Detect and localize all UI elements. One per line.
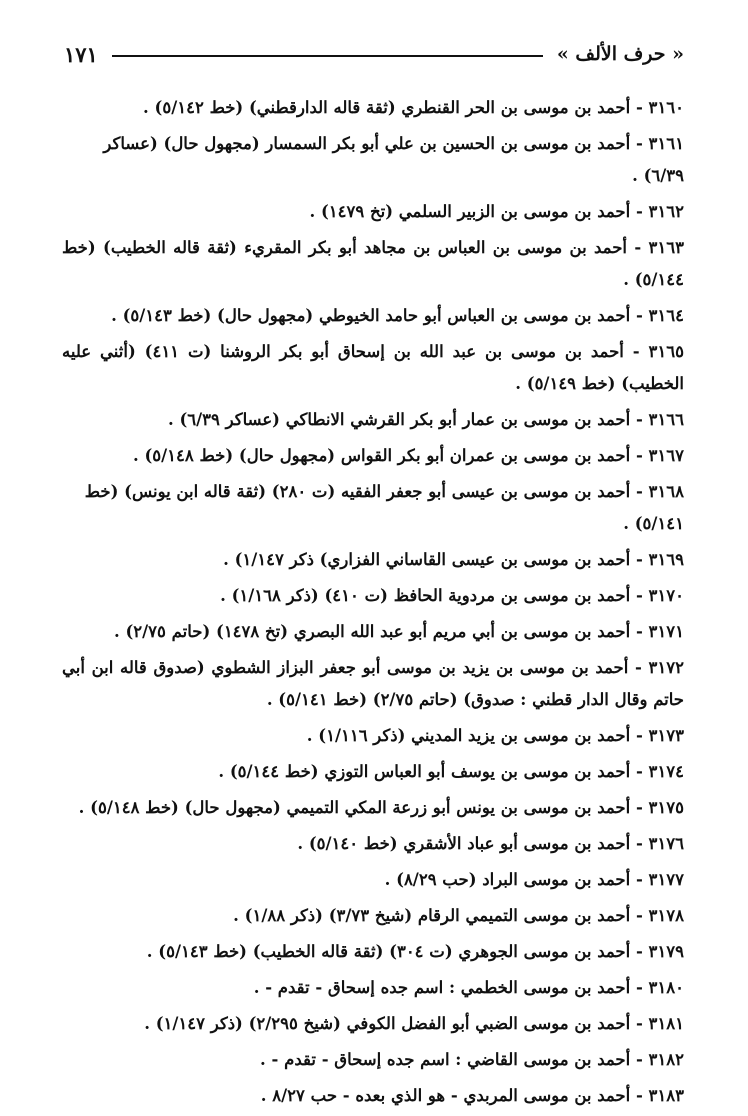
entry-text: أحمد بن موسى بن مردوية الحافظ (ت ٤١٠) (ذكر ١/١٦٨) .: [220, 586, 631, 605]
entry-text: أحمد بن موسى أبو عباد الأشقري (خط ٥/١٤٠) .: [297, 834, 631, 853]
entry-number: ٣١٧٤: [648, 762, 684, 781]
entry-3177: ٣١٧٧ - أحمد بن موسى البراد (حب ٨/٢٩) .: [384, 870, 684, 889]
entry-number: ٣١٦٦: [648, 410, 684, 429]
entry-text: أحمد بن موسى بن عيسى أبو جعفر الفقيه (ت ٢٨٠) (ثقة قاله ابن يونس) (خط ٥/١٤١) .: [84, 482, 684, 533]
entry-text: أحمد بن موسى بن يونس أبو زرعة المكي التميمي (مجهول حال) (خط ٥/١٤٨) .: [78, 798, 631, 817]
entry-number: ٣١٦٠: [648, 98, 684, 117]
entry-3170: ٣١٧٠ - أحمد بن موسى بن مردوية الحافظ (ت ٤١٠) (ذكر ١/١٦٨) .: [220, 586, 684, 605]
entry-number: ٣١٧٩: [648, 942, 684, 961]
entry-number: ٣١٦٩: [648, 550, 684, 569]
entry-text: أحمد بن موسى بن الزبير السلمي (تخ ١٤٧٩) .: [309, 202, 631, 221]
entry-3165: ٣١٦٥ - أحمد بن موسى بن عبد الله بن إسحاق أبو بكر الروشنا (ت ٤١١) (أثني عليه الخطيب) (خط ٥/١٤٩) .: [62, 342, 684, 393]
entry-text: أحمد بن موسى البراد (حب ٨/٢٩) .: [384, 870, 631, 889]
entry-text: أحمد بن موسى المربدي - هو الذي بعده - حب ٨/٢٧ .: [260, 1086, 631, 1105]
entry-3162: ٣١٦٢ - أحمد بن موسى بن الزبير السلمي (تخ ١٤٧٩) .: [309, 202, 684, 221]
entry-3163: ٣١٦٣ - أحمد بن موسى بن العباس بن مجاهد أبو بكر المقريء (ثقة قاله الخطيب) (خط ٥/١٤٤) .: [62, 238, 684, 289]
page-header: [64, 36, 684, 72]
entry-number: ٣١٧٨: [648, 906, 684, 925]
entry-3169: ٣١٦٩ - أحمد بن موسى بن عيسى القاساني الفزاري) ذكر ١/١٤٧) .: [223, 550, 684, 569]
entry-number: ٣١٦٥: [648, 342, 684, 361]
entry-3167: ٣١٦٧ - أحمد بن موسى بن عمران أبو بكر القواس (مجهول حال) (خط ٥/١٤٨) .: [132, 446, 684, 465]
entry-text: أحمد بن موسى بن عبد الله بن إسحاق أبو بكر الروشنا (ت ٤١١) (أثني عليه الخطيب) (خط ٥/١٤٩) .: [62, 342, 684, 393]
entry-3173: ٣١٧٣ - أحمد بن موسى بن يزيد المديني (ذكر ١/١١٦) .: [306, 726, 684, 745]
entry-3161: ٣١٦١ - أحمد بن موسى بن الحسين بن علي أبو بكر السمسار (مجهول حال) (عساكر ٦/٣٩) .: [103, 134, 684, 185]
entry-3168: ٣١٦٨ - أحمد بن موسى بن عيسى أبو جعفر الفقيه (ت ٢٨٠) (ثقة قاله ابن يونس) (خط ٥/١٤١) .: [84, 482, 684, 533]
entry-number: ٣١٦١: [648, 134, 684, 153]
entry-list: [62, 92, 684, 1116]
entry-3175: ٣١٧٥ - أحمد بن موسى بن يونس أبو زرعة المكي التميمي (مجهول حال) (خط ٥/١٤٨) .: [78, 798, 684, 817]
entry-3171: ٣١٧١ - أحمد بن موسى بن أبي مريم أبو عبد الله البصري (تخ ١٤٧٨) (حاتم ٢/٧٥) .: [113, 622, 684, 641]
entry-3164: ٣١٦٤ - أحمد بن موسى بن العباس أبو حامد الخيوطي (مجهول حال) (خط ٥/١٤٣) .: [111, 306, 684, 325]
entry-number: ٣١٨٠: [648, 978, 684, 997]
entry-number: ٣١٧٠: [648, 586, 684, 605]
entry-3179: ٣١٧٩ - أحمد بن موسى الجوهري (ت ٣٠٤) (ثقة قاله الخطيب) (خط ٥/١٤٣) .: [146, 942, 684, 961]
entry-text: أحمد بن موسى بن العباس بن مجاهد أبو بكر المقريء (ثقة قاله الخطيب) (خط ٥/١٤٤) .: [62, 238, 684, 289]
entry-3180: ٣١٨٠ - أحمد بن موسى الخطمي : اسم جده إسحاق - تقدم - .: [253, 978, 684, 997]
entry-number: ٣١٦٧: [648, 446, 684, 465]
entry-text: أحمد بن موسى التميمي الرقام (شيخ ٣/٧٣) (ذكر ١/٨٨) .: [233, 906, 631, 925]
entry-text: أحمد بن موسى بن عمران أبو بكر القواس (مجهول حال) (خط ٥/١٤٨) .: [132, 446, 631, 465]
entry-number: ٣١٧٣: [648, 726, 684, 745]
entry-3172: ٣١٧٢ - أحمد بن موسى بن يزيد بن موسى أبو جعفر البزاز الشطوي (صدوق قاله ابن أبي حاتم وقال الدار قطني : صدوق) (حاتم ٢/٧٥) (خط ٥/١٤١) .: [62, 658, 684, 709]
entry-number: ٣١٨٣: [648, 1086, 684, 1105]
page-number: ١٧١: [64, 41, 98, 67]
entry-text: أحمد بن موسى بن يزيد بن موسى أبو جعفر البزاز الشطوي (صدوق قاله ابن أبي حاتم وقال الدار قطني : صدوق) (حاتم ٢/٧٥) (خط ٥/١٤١) .: [62, 658, 684, 709]
entry-text: أحمد بن موسى بن العباس أبو حامد الخيوطي (مجهول حال) (خط ٥/١٤٣) .: [111, 306, 631, 325]
entry-3183: ٣١٨٣ - أحمد بن موسى المربدي - هو الذي بعده - حب ٨/٢٧ .: [260, 1086, 684, 1105]
entry-text: أحمد بن موسى القاضي : اسم جده إسحاق - تقدم - .: [260, 1050, 631, 1069]
entry-text: أحمد بن موسى بن يوسف أبو العباس التوزي (خط ٥/١٤٤) .: [218, 762, 631, 781]
entry-number: ٣١٧٢: [648, 658, 684, 677]
entry-number: ٣١٧٦: [648, 834, 684, 853]
entry-3178: ٣١٧٨ - أحمد بن موسى التميمي الرقام (شيخ ٣/٧٣) (ذكر ١/٨٨) .: [233, 906, 684, 925]
entry-number: ٣١٦٣: [648, 238, 684, 257]
entry-number: ٣١٧١: [648, 622, 684, 641]
entry-text: أحمد بن موسى بن يزيد المديني (ذكر ١/١١٦) .: [306, 726, 631, 745]
entry-number: ٣١٧٥: [648, 798, 684, 817]
entry-3176: ٣١٧٦ - أحمد بن موسى أبو عباد الأشقري (خط ٥/١٤٠) .: [297, 834, 684, 853]
entry-text: أحمد بن موسى بن الحر القنطري (ثقة قاله الدارقطني) (خط ٥/١٤٢) .: [143, 98, 631, 117]
entry-3174: ٣١٧٤ - أحمد بن موسى بن يوسف أبو العباس التوزي (خط ٥/١٤٤) .: [218, 762, 684, 781]
entry-text: أحمد بن موسى الجوهري (ت ٣٠٤) (ثقة قاله الخطيب) (خط ٥/١٤٣) .: [146, 942, 631, 961]
entry-text: أحمد بن موسى بن الحسين بن علي أبو بكر السمسار (مجهول حال) (عساكر ٦/٣٩) .: [103, 134, 684, 185]
entry-text: أحمد بن موسى الضبي أبو الفضل الكوفي (شيخ ٢/٢٩٥) (ذكر ١/١٤٧) .: [144, 1014, 631, 1033]
entry-number: ٣١٨١: [648, 1014, 684, 1033]
entry-number: ٣١٦٢: [648, 202, 684, 221]
entry-number: ٣١٧٧: [648, 870, 684, 889]
entry-number: ٣١٦٨: [648, 482, 684, 501]
entry-number: ٣١٨٢: [648, 1050, 684, 1069]
entry-3181: ٣١٨١ - أحمد بن موسى الضبي أبو الفضل الكوفي (شيخ ٢/٢٩٥) (ذكر ١/١٤٧) .: [144, 1014, 684, 1033]
entry-3160: ٣١٦٠ - أحمد بن موسى بن الحر القنطري (ثقة قاله الدارقطني) (خط ٥/١٤٢) .: [143, 98, 684, 117]
entry-text: أحمد بن موسى بن عيسى القاساني الفزاري) ذكر ١/١٤٧) .: [223, 550, 631, 569]
entry-text: أحمد بن موسى بن عمار أبو بكر القرشي الانطاكي (عساكر ٦/٣٩) .: [167, 410, 631, 429]
running-head: « حرف الألف »: [556, 43, 684, 65]
entry-number: ٣١٦٤: [648, 306, 684, 325]
entry-text: أحمد بن موسى الخطمي : اسم جده إسحاق - تقدم - .: [253, 978, 631, 997]
entry-3166: ٣١٦٦ - أحمد بن موسى بن عمار أبو بكر القرشي الانطاكي (عساكر ٦/٣٩) .: [167, 410, 684, 429]
entry-text: أحمد بن موسى بن أبي مريم أبو عبد الله البصري (تخ ١٤٧٨) (حاتم ٢/٧٥) .: [113, 622, 631, 641]
header-rule: [112, 55, 543, 57]
entry-3182: ٣١٨٢ - أحمد بن موسى القاضي : اسم جده إسحاق - تقدم - .: [260, 1050, 684, 1069]
